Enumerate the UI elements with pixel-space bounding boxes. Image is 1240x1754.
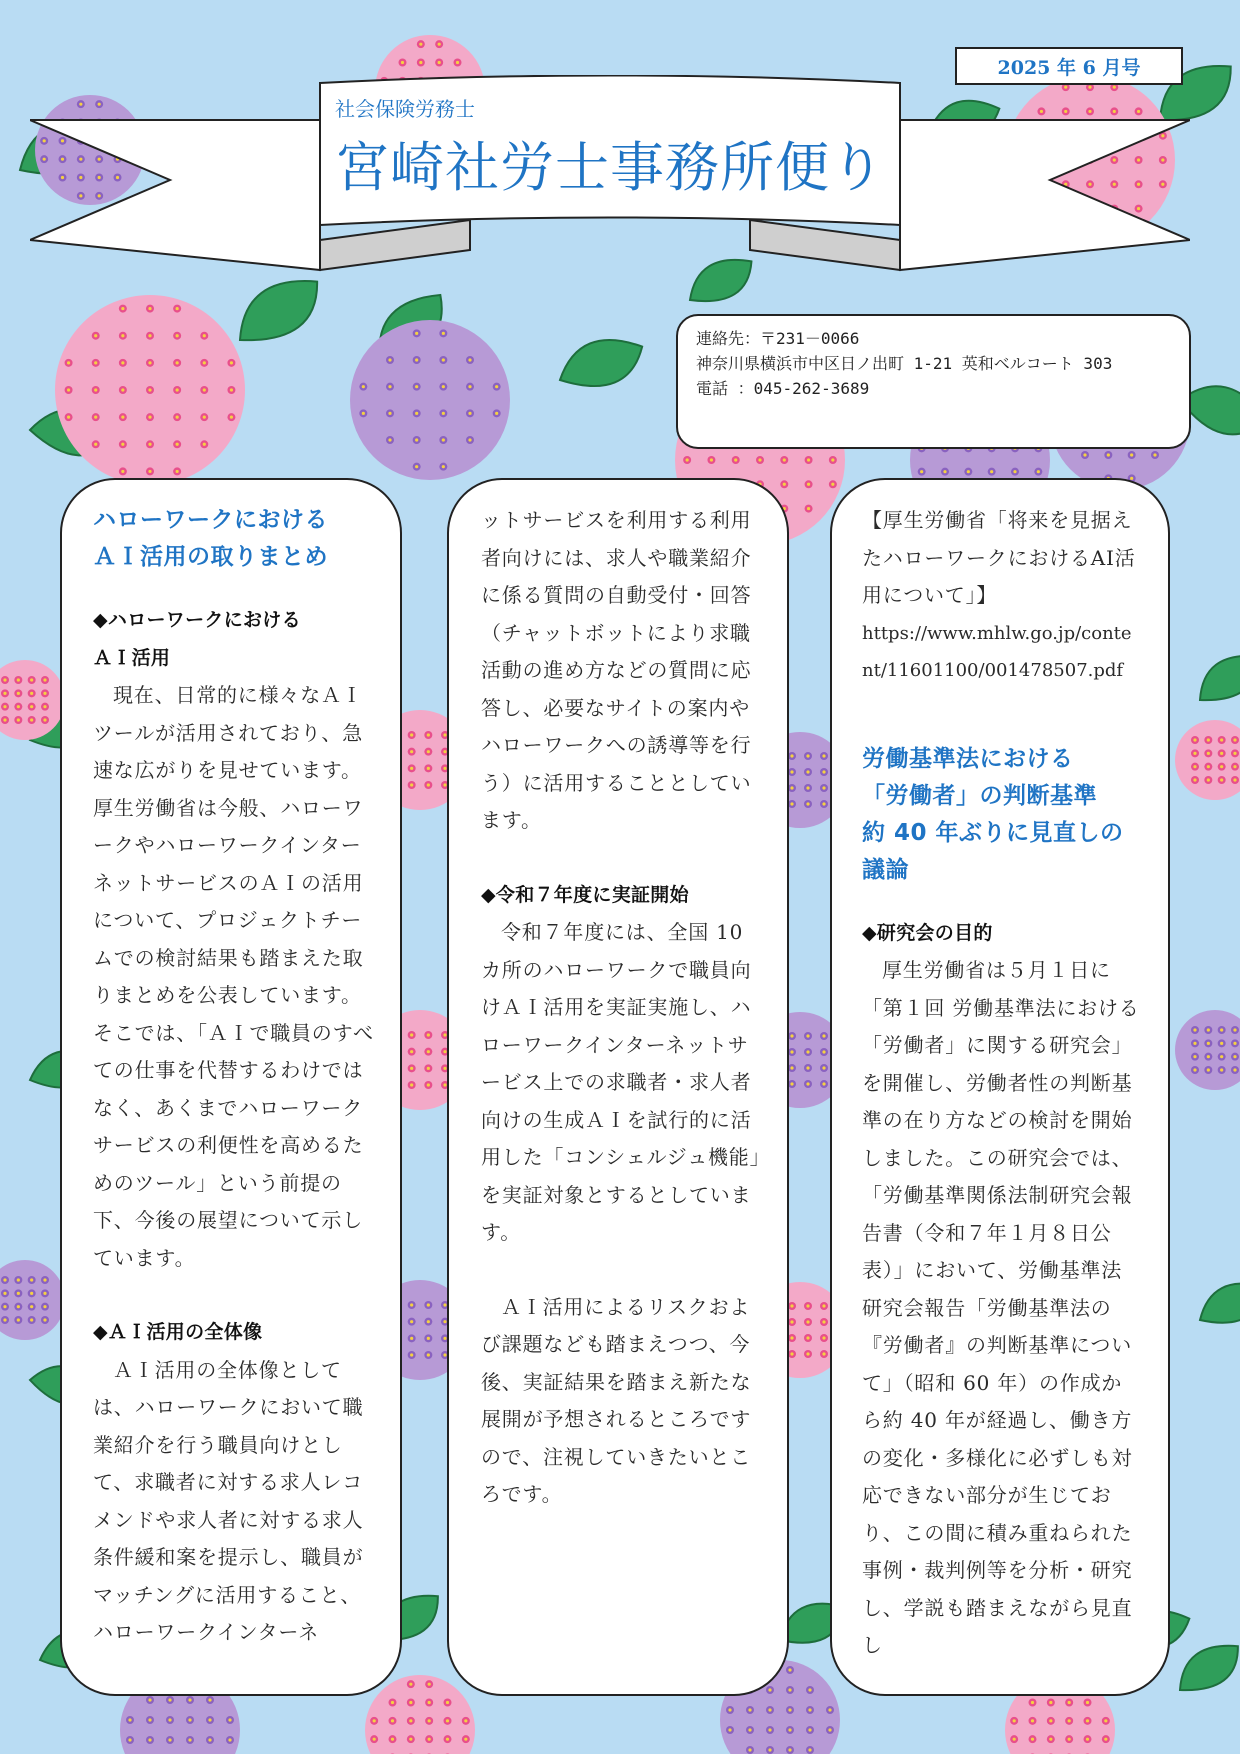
leaf (1192, 1274, 1240, 1333)
hydrangea-flower (365, 1675, 475, 1754)
leaf (1169, 1634, 1240, 1702)
article-column-2 (447, 478, 789, 1696)
article-column-3 (830, 478, 1170, 1696)
hydrangea-flower (0, 1260, 65, 1340)
section-heading: ◆研究会の目的 (862, 921, 993, 944)
reference-title: 【厚生労働省「将来を見据えたハローワークにおけるAI活用について」】 (862, 508, 1136, 607)
section-heading: ◆ハローワークにおける (93, 609, 301, 631)
leaf (1189, 644, 1240, 712)
section-heading: ＡＩ活用 (93, 646, 171, 669)
section-heading: ◆ＡＩ活用の全体像 (93, 1321, 263, 1343)
section-body: ＡＩ活用の全体像としては、ハローワークにおいて職業紹介を行う職員向けとして、求職者に対する求人レコメンドや求人者に対する求人条件緩和案を提示し、職員がマッチングに活用すること、ハローワークインターネ (93, 1357, 364, 1644)
contact-phone: 電話 ：045-262-3689 (696, 379, 870, 398)
issue-date: 2025 年 6 月号 (955, 47, 1183, 85)
article-title-line: 「労働者」の判断基準 (862, 782, 1097, 809)
article-title-line: 労働基準法における (862, 745, 1074, 772)
hydrangea-flower (55, 295, 245, 485)
hydrangea-flower (1175, 1010, 1240, 1090)
section-body: ットサービスを利用する利用者向けには、求人や職業紹介に係る質問の自動受付・回答（チャットボットにより求職活動の進め方などの質問に応答し、必要なサイトの案内やハローワークへの誘導等を行う）に活用することとしています。 (481, 508, 752, 832)
section-heading: ◆令和７年度に実証開始 (481, 883, 689, 906)
article-column-1 (60, 478, 402, 1696)
article-title (862, 741, 1142, 889)
section-body: ＡＩ活用によるリスクおよび課題なども踏まえつつ、今後、実証結果を踏まえ新たな展開が予想されるところですので、注視していきたいところです。 (481, 1294, 752, 1506)
contact-box (676, 314, 1191, 449)
section-body: 厚生労働省は５月１日に「第１回 労働基準法における「労働者」に関する研究会」を開催し、労働者性の判断基準の在り方などの検討を開始しました。この研究会では、「労働基準関係法制研究会報告書（令和７年１月８日公表）」において、労働基準法研究会報告「労働基準法の『労働者』の判断基準について」（昭和 60 年）の作成から約 40 年が経過し、働き方の変化・多様化に必ずしも対応できない部分が生じており、この間に積み重ねられた事例・裁判例等を分析・研究し、学説も踏まえながら見直し (862, 958, 1140, 1657)
article-title-line: 約 40 年ぶりに見直しの (862, 819, 1124, 846)
banner-subtitle: 社会保険労務士 (335, 97, 475, 121)
article-title-line: ＡＩ活用の取りまとめ (93, 544, 328, 570)
article-title-line: ハローワークにおける (93, 507, 328, 533)
article-title-line: 議論 (862, 856, 909, 883)
section-body: 令和７年度には、全国 10カ所のハローワークで職員向けＡＩ活用を実証実施し、ハローワークインターネットサービス上での求職者・求人者向けの生成ＡＩを試行的に活用した「コンシェルジュ機能」を実証対象とするとしています。 (481, 920, 761, 1244)
section-body: 現在、日常的に様々なＡＩツールが活用されており、急速な広がりを見せています。厚生労働省は今般、ハローワークやハローワークインターネットサービスのＡＩの活用について、プロジェクトチームでの検討結果も踏まえた取りまとめを公表しています。そこでは、「ＡＩで職員のすべての仕事を代替するわけではなく、あくまでハローワークサービスの利便性を高めるためのツール」という前提の下、今後の展望について示しています。 (93, 683, 374, 1270)
hydrangea-flower (1175, 720, 1240, 800)
reference-link[interactable]: https://www.mhlw.go.jp/content/11601100/001478507.pdf (862, 622, 1132, 681)
leaf (553, 330, 650, 396)
banner-title: 宮崎社労士事務所便り (335, 136, 885, 199)
article-title (93, 502, 376, 576)
hydrangea-flower (350, 320, 510, 480)
contact-postal: 連絡先：〒231－0066 (696, 329, 860, 348)
contact-address: 神奈川県横浜市中区日ノ出町 1-21 英和ベルコート 303 (696, 354, 1113, 373)
